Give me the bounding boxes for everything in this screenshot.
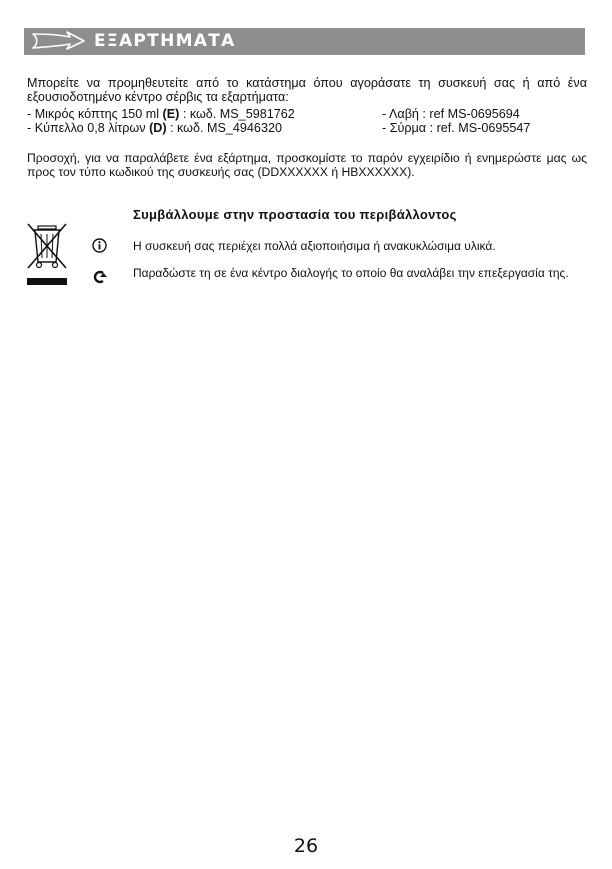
- intro-paragraph: Μπορείτε να προμηθευτείτε από το κατάστημα όπου αγοράσατε τη συσκευή σας ή από ένα εξουσιοδοτημένο κέντρο σέρβις τα εξαρτήματα:: [27, 76, 587, 104]
- section-banner: [24, 28, 585, 55]
- info-circle-icon: [92, 238, 107, 253]
- environment-item-text: Η συσκευή σας περιέχει πολλά αξιοποιήσιμα ή ανακυκλώσιμα υλικά.: [133, 239, 496, 253]
- part-item: - Μικρός κόπτης 150 ml (E) : κωδ. MS_5981762: [27, 107, 295, 121]
- part-item: - Σύρμα : ref. MS-0695547: [382, 121, 531, 135]
- part-item: - Κύπελλο 0,8 λίτρων (D) : κωδ. MS_4946320: [27, 121, 282, 135]
- crossed-bin-icon: [24, 218, 70, 290]
- parts-list-left: [27, 107, 295, 135]
- arrow-icon: [30, 30, 88, 53]
- recycle-arrow-icon: [92, 270, 108, 284]
- notice-paragraph: Προσοχή, για να παραλάβετε ένα εξάρτημα, προσκομίστε το παρόν εγχειρίδιο ή ενημερώστε μας ως προς τον τύπο κωδικού της συσκευής σας (DDXXXXXX ή HBXXXXXX).: [27, 151, 587, 179]
- part-item: - Λαβή : ref MS-0695694: [382, 107, 520, 121]
- environment-item-text: Παραδώστε τη σε ένα κέντρο διαλογής το οποίο θα αναλάβει την επεξεργασία της.: [133, 266, 569, 280]
- parts-list-right: [382, 107, 530, 135]
- environment-heading: Συμβάλλουμε στην προστασία του περιβάλλοντος: [133, 207, 457, 222]
- section-title: ΕΞΑΡΤΗΜΑΤΑ: [94, 31, 236, 51]
- page-number: 26: [293, 835, 319, 857]
